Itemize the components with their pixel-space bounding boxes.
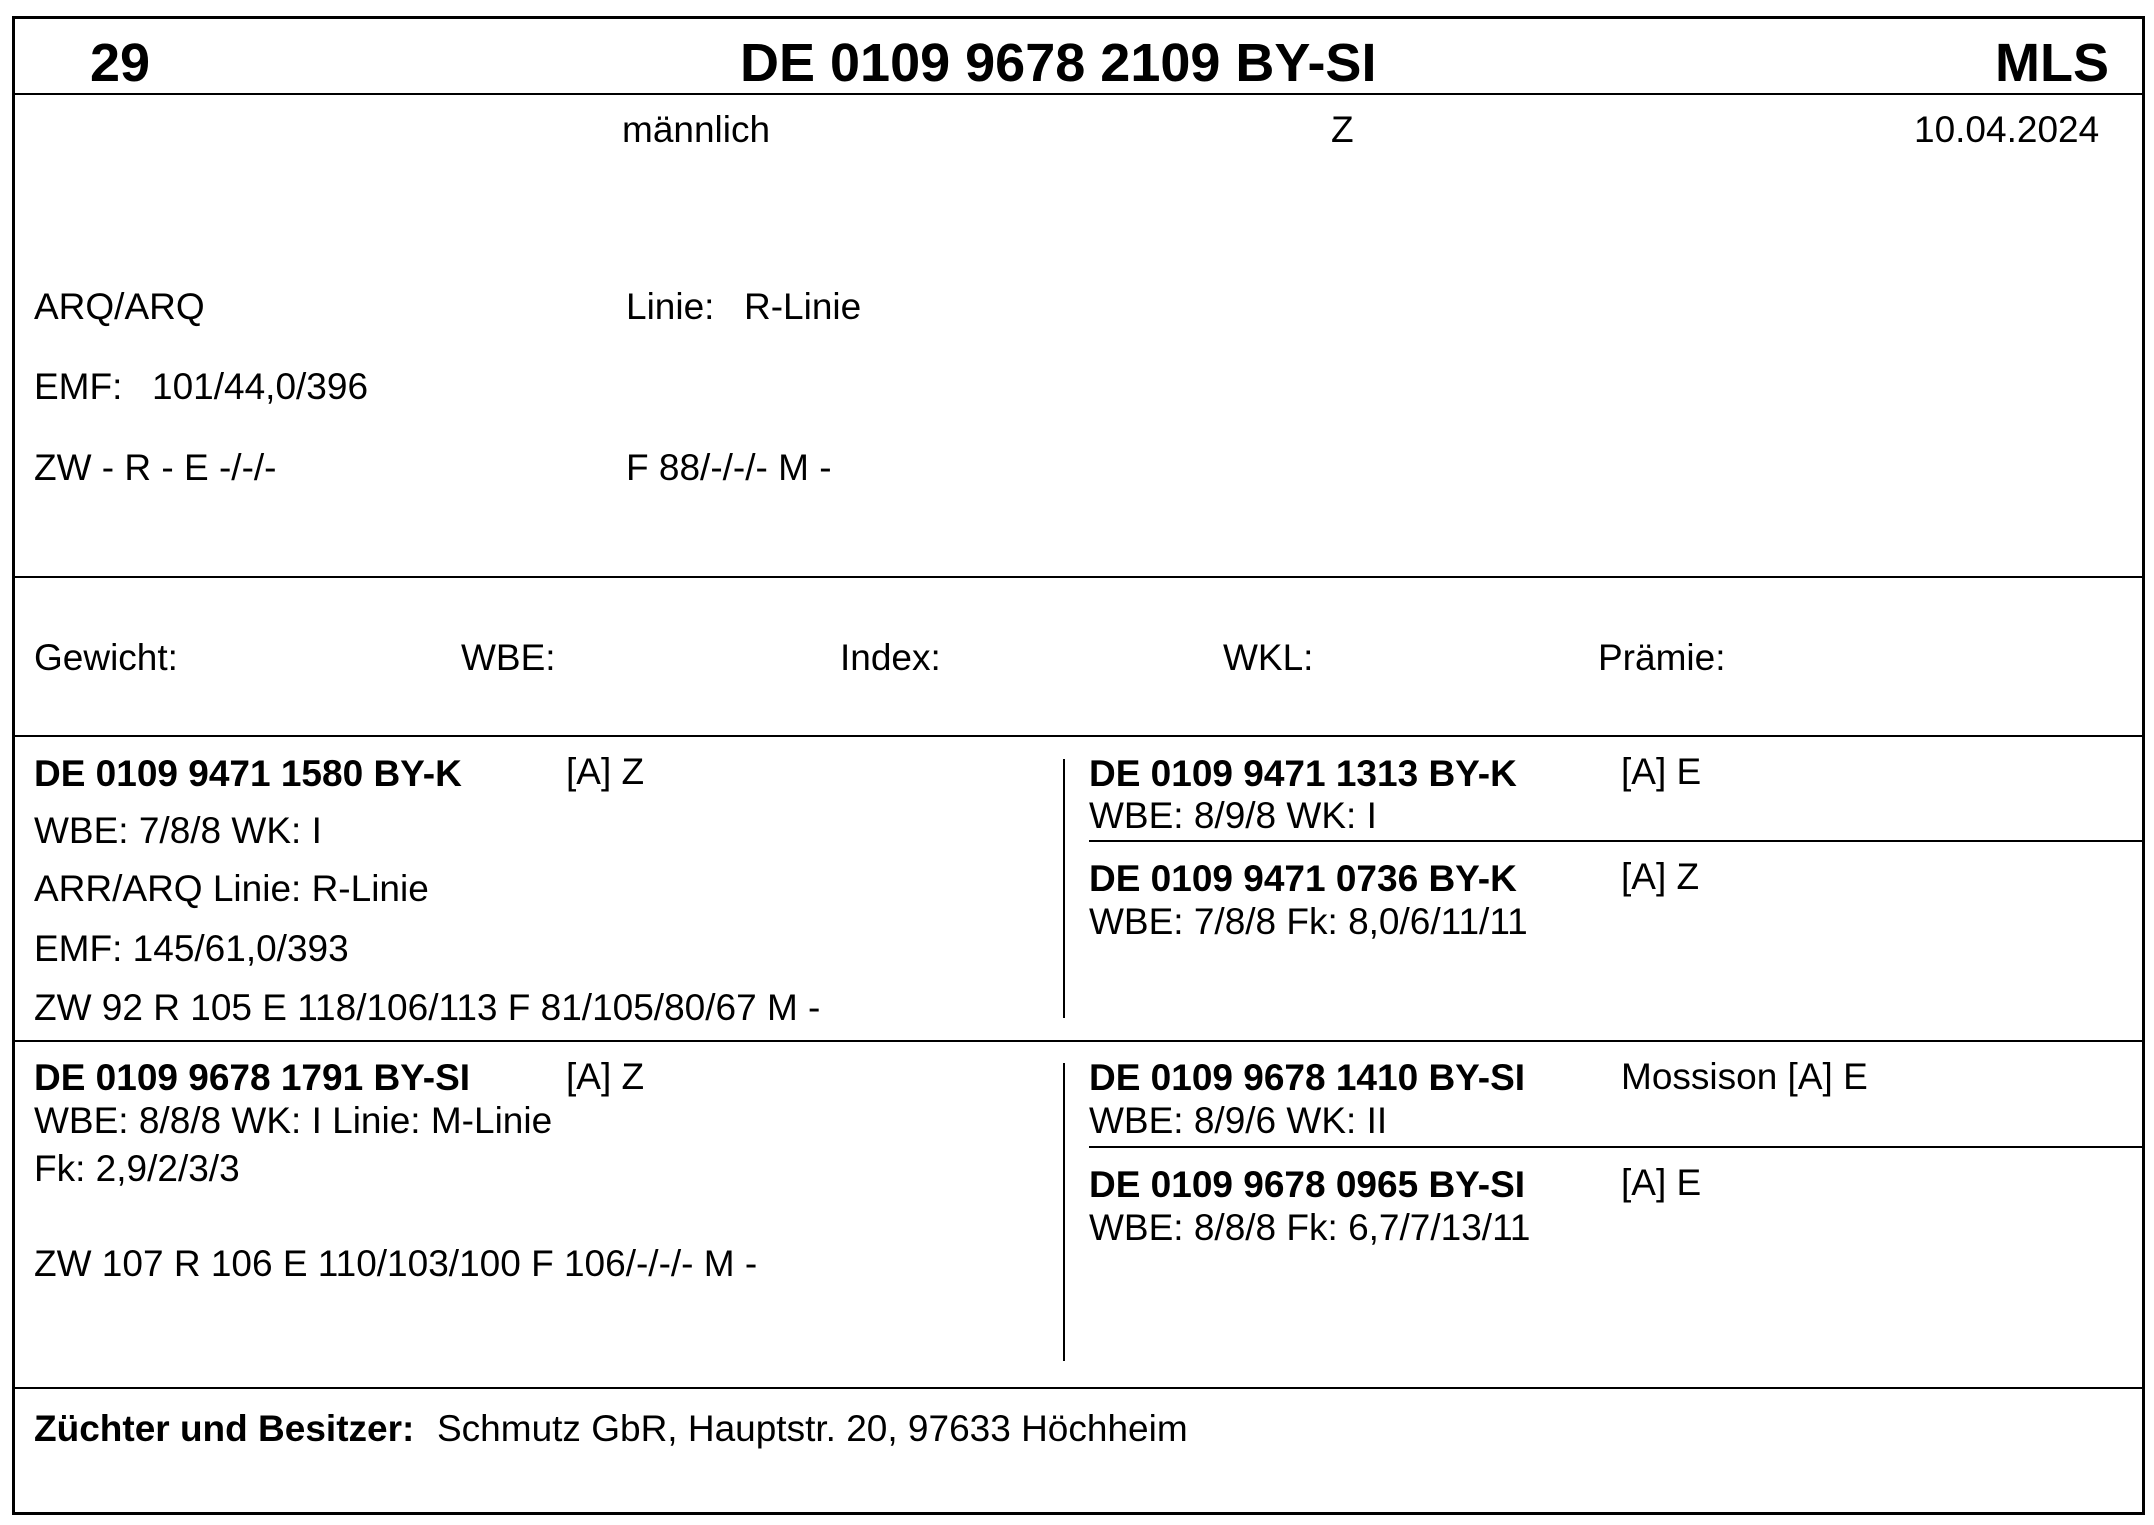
dam-parents-divider <box>1089 1146 2145 1148</box>
emf-value: 101/44,0/396 <box>152 366 369 407</box>
sire-sire-id: DE 0109 9471 1313 BY-K <box>1089 753 1517 794</box>
premium-label: Prämie: <box>1598 637 1726 678</box>
line-label: Linie: <box>626 286 715 327</box>
weight-label: Gewicht: <box>34 637 178 678</box>
sex-value: männlich <box>622 109 771 150</box>
sire-dam-divider <box>12 1040 2145 1042</box>
wkl-label: WKL: <box>1223 637 1314 678</box>
sire-wbe: WBE: 7/8/8 WK: I <box>34 810 322 851</box>
dam-dam-wbe: WBE: 8/8/8 Fk: 6,7/7/13/11 <box>1089 1207 1531 1248</box>
sire-dam-wbe: WBE: 7/8/8 Fk: 8,0/6/11/11 <box>1089 901 1528 942</box>
ear-tag-title: DE 0109 9678 2109 BY-SI <box>740 33 1377 93</box>
dam-sire-wbe: WBE: 8/9/6 WK: II <box>1089 1100 1388 1141</box>
sire-emf: EMF: 145/61,0/393 <box>34 928 349 969</box>
dam-dam-tag: [A] E <box>1621 1162 1702 1203</box>
dam-sire-tag: Mossison [A] E <box>1621 1056 1868 1097</box>
dam-tag: [A] Z <box>566 1056 645 1097</box>
zw-value: ZW - R - E -/-/- <box>34 447 277 488</box>
sire-dam-tag: [A] Z <box>1621 856 1700 897</box>
metrics-divider <box>12 735 2145 737</box>
breed-code: MLS <box>1995 33 2109 93</box>
sire-tag: [A] Z <box>566 751 645 792</box>
wbe-label: WBE: <box>461 637 556 678</box>
sire-id: DE 0109 9471 1580 BY-K <box>34 753 462 794</box>
index-label: Index: <box>840 637 941 678</box>
dam-column-divider <box>1063 1063 1065 1361</box>
sire-zw: ZW 92 R 105 E 118/106/113 F 81/105/80/67 M - <box>34 987 821 1028</box>
details-divider <box>12 576 2145 578</box>
dam-id: DE 0109 9678 1791 BY-SI <box>34 1057 471 1098</box>
dam-wbe: WBE: 8/8/8 WK: I Linie: M-Linie <box>34 1100 553 1141</box>
breeder-label: Züchter und Besitzer: <box>34 1408 415 1449</box>
dam-sire-id: DE 0109 9678 1410 BY-SI <box>1089 1057 1526 1098</box>
sire-line: ARR/ARQ Linie: R-Linie <box>34 868 429 909</box>
genotype-value: ARQ/ARQ <box>34 286 205 327</box>
emf-label: EMF: <box>34 366 123 407</box>
dam-fk: Fk: 2,9/2/3/3 <box>34 1148 240 1189</box>
sire-dam-id: DE 0109 9471 0736 BY-K <box>1089 858 1517 899</box>
line-value: R-Linie <box>744 286 862 327</box>
status-value: Z <box>1331 109 1354 150</box>
sire-column-divider <box>1063 759 1065 1018</box>
header-divider <box>12 93 2145 95</box>
sire-sire-tag: [A] E <box>1621 751 1702 792</box>
f-value: F 88/-/-/- M - <box>626 447 832 488</box>
dam-dam-id: DE 0109 9678 0965 BY-SI <box>1089 1164 1526 1205</box>
breeder-value: Schmutz GbR, Hauptstr. 20, 97633 Höchheim <box>437 1408 1188 1449</box>
sire-parents-divider <box>1089 840 2145 842</box>
catalog-number: 29 <box>90 33 151 93</box>
sire-sire-wbe: WBE: 8/9/8 WK: I <box>1089 795 1377 836</box>
dam-zw: ZW 107 R 106 E 110/103/100 F 106/-/-/- M - <box>34 1243 758 1284</box>
date-value: 10.04.2024 <box>1914 109 2100 150</box>
footer-divider <box>12 1387 2145 1389</box>
